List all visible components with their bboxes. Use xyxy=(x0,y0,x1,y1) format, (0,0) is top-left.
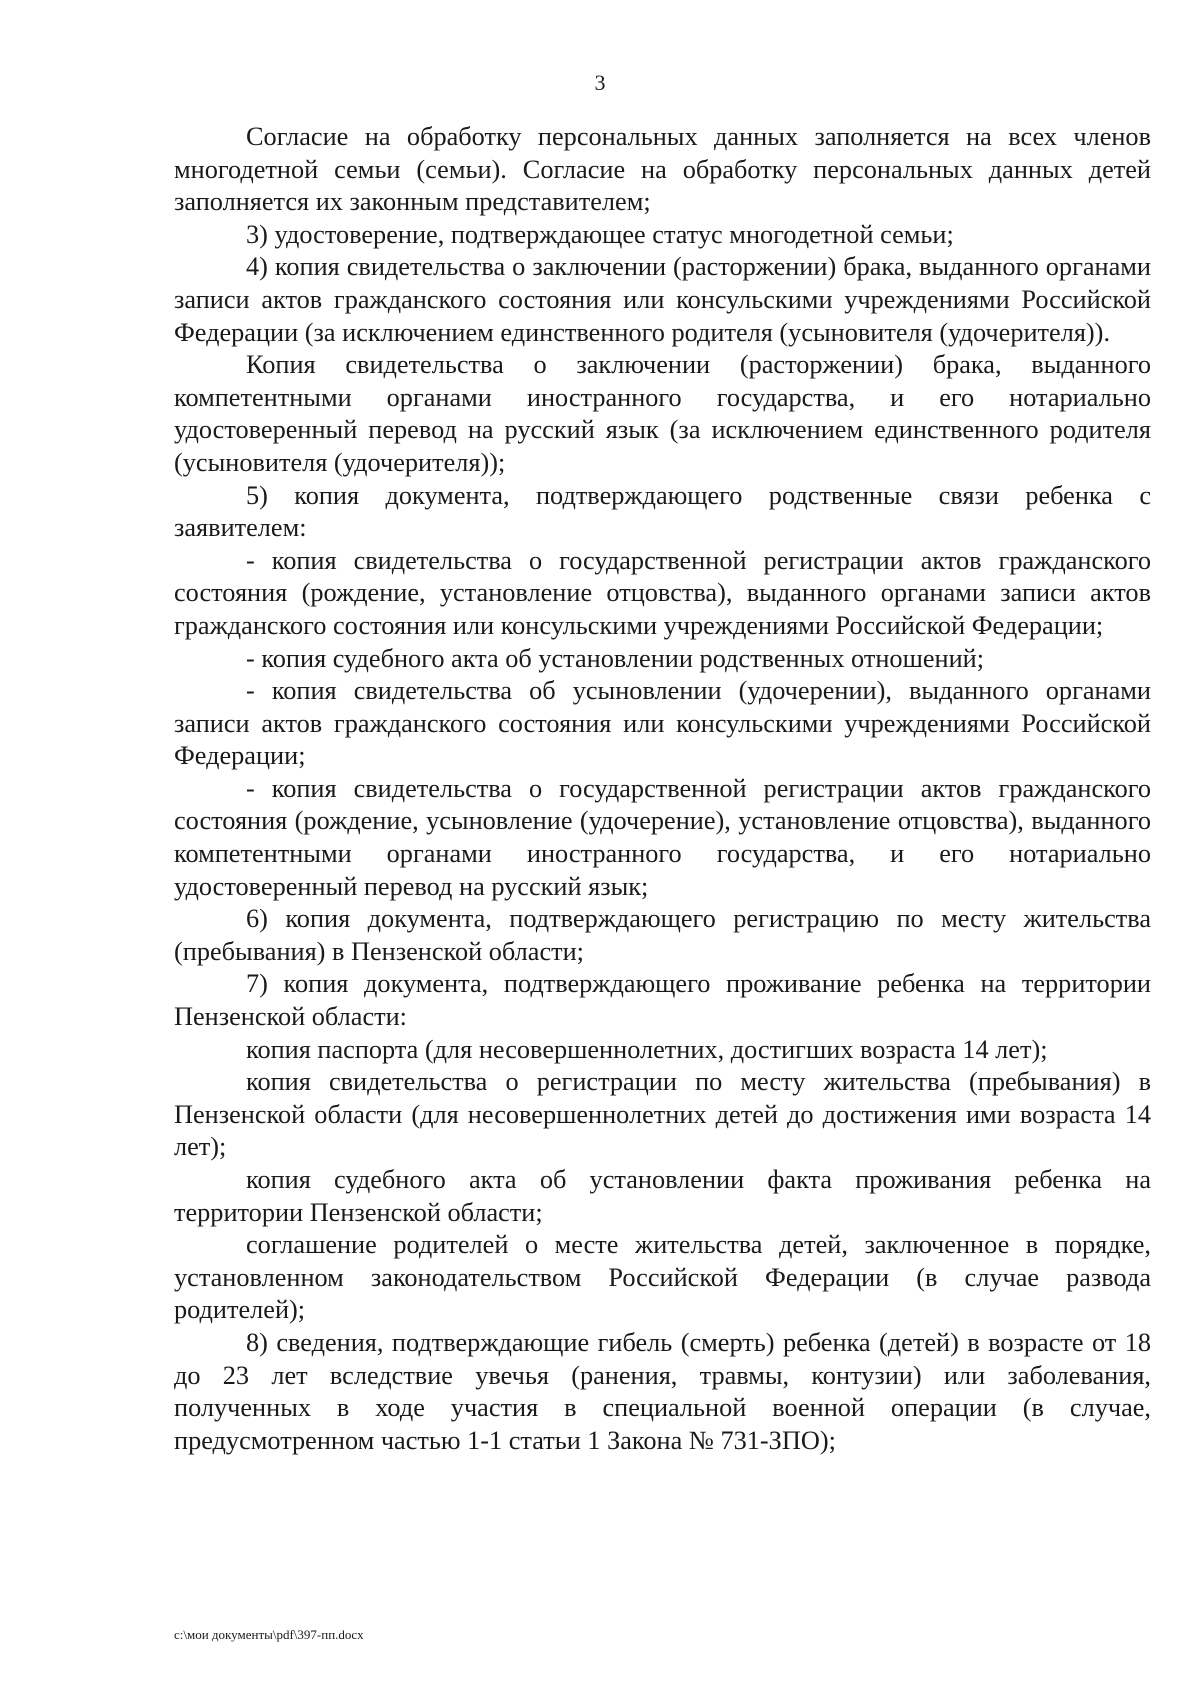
paragraph: 7) копия документа, подтверждающего проживание ребенка на территории Пензенской области: xyxy=(174,969,1151,1032)
paragraph: 8) сведения, подтверждающие гибель (смерть) ребенка (детей) в возрасте от 18 до 23 лет вследствие увечья (ранения, травмы, контузии) или заболевания, полученных в ходе участия в специальной военной операции (в случае, предусмотренном частью 1-1 статьи 1 Закона № 731-ЗПО); xyxy=(174,1327,1151,1455)
page-number: 3 xyxy=(594,70,606,95)
paragraph: Копия свидетельства о заключении (расторжении) брака, выданного компетентными органами иностранного государства, и его нотариально удостоверенный перевод на русский язык (за исключением единственного родителя (усыновителя (удочерителя)); xyxy=(174,350,1151,477)
paragraph: копия паспорта (для несовершеннолетних, достигших возраста 14 лет); xyxy=(246,1034,1048,1064)
paragraph: Согласие на обработку персональных данных заполняется на всех членов многодетной семьи (семьи). Согласие на обработку персональных данных детей заполняется их законным представителем; xyxy=(174,122,1151,217)
paragraph: соглашение родителей о месте жительства детей, заключенное в порядке, установленном законодательством Российской Федерации (в случае развода родителей); xyxy=(174,1230,1151,1325)
document-body xyxy=(174,121,1151,1457)
paragraph: - копия свидетельства о государственной регистрации актов гражданского состояния (рождение, установление отцовства), выданного органами записи актов гражданского состояния или консульскими учреждениями Российской Федерации; xyxy=(174,545,1151,640)
paragraph: - копия судебного акта об установлении родственных отношений; xyxy=(246,643,985,673)
paragraph: - копия свидетельства об усыновлении (удочерении), выданного органами записи актов гражданского состояния или консульскими учреждениями Российской Федерации; xyxy=(174,676,1151,771)
paragraph: копия свидетельства о регистрации по месту жительства (пребывания) в Пензенской области (для несовершеннолетних детей до достижения ими возраста 14 лет); xyxy=(174,1067,1151,1162)
paragraph: 3) удостоверение, подтверждающее статус многодетной семьи; xyxy=(246,219,954,249)
paragraph: 4) копия свидетельства о заключении (расторжении) брака, выданного органами записи актов гражданского состояния или консульскими учреждениями Российской Федерации (за исключением единственного родителя (усыновителя (удочерителя)). xyxy=(174,252,1151,347)
paragraph: - копия свидетельства о государственной регистрации актов гражданского состояния (рождение, усыновление (удочерение), установление отцовства), выданного компетентными органами иностранного государства, и его нотариально удостоверенный перевод на русский язык; xyxy=(174,773,1151,901)
paragraph: копия судебного акта об установлении факта проживания ребенка на территории Пензенской области; xyxy=(174,1165,1151,1227)
paragraph: 6) копия документа, подтверждающего регистрацию по месту жительства (пребывания) в Пензенской области; xyxy=(174,904,1151,966)
footer-file-path: c:\мои документы\pdf\397-пп.docx xyxy=(174,1627,364,1642)
paragraph: 5) копия документа, подтверждающего родственные связи ребенка с заявителем: xyxy=(174,480,1151,543)
